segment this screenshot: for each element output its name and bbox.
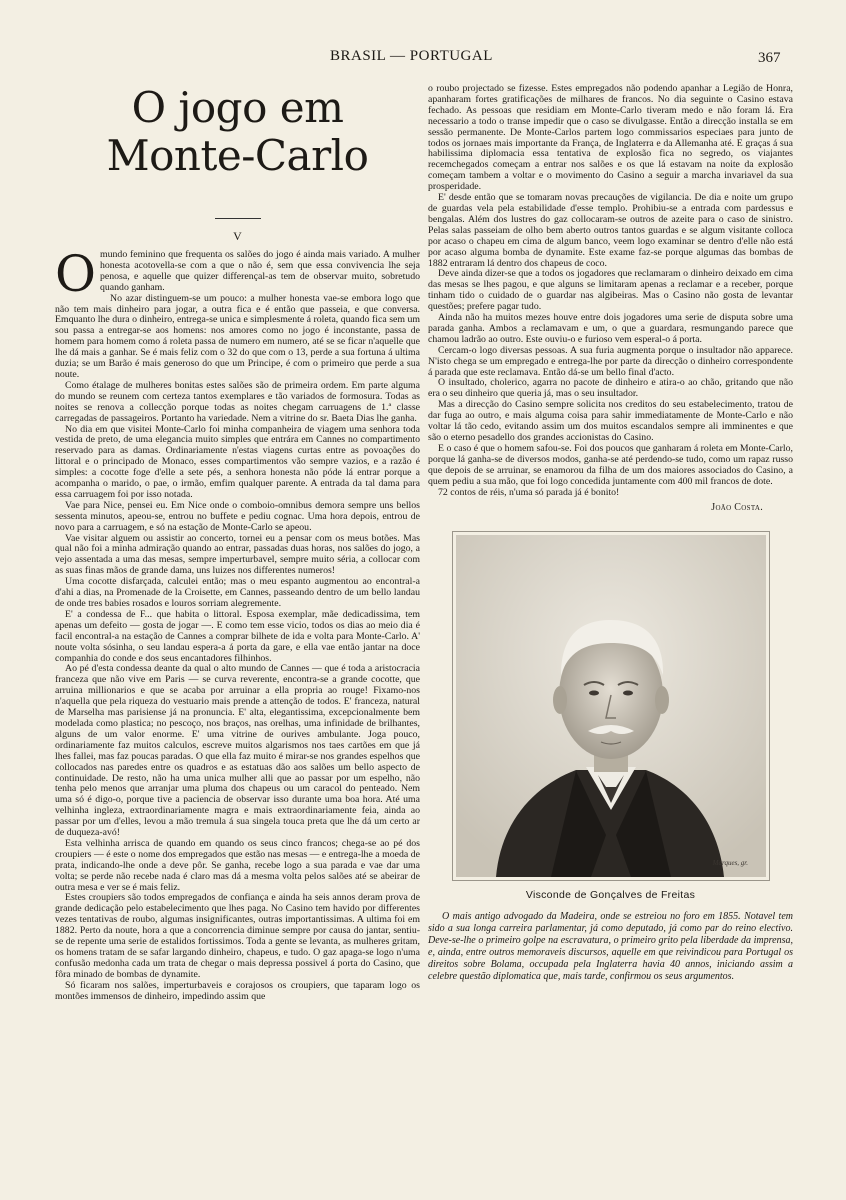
paragraph: E o caso é que o homem safou-se. Foi dos poucos que ganharam á roleta em Monte-Carlo, porque lá ganha-se de diversos modos, ganha-se até perdendo-se tudo, como um rapaz russo que depois de se arruinar, se enamorou da filha de um dos maiores associados do Casino, a quem pediu a sua mão, que foi logo concedida juntamente com 400 mil francos de dote. (428, 442, 793, 487)
article-title: O jogo em Monte-Carlo (106, 83, 369, 180)
paragraph: 72 contos de réis, n'uma só parada já é bonito! (438, 486, 620, 498)
title-rule (215, 218, 261, 219)
paragraph: Cercam-o logo diversas pessoas. A sua furia augmenta porque o insultador não apparece. N'isto chega se um empregado e entrega-lhe por parte da direcção o dinheiro correspondente á parada que este reclamava. Então dá-se um bello final d'acto. (428, 344, 793, 378)
right-body (428, 84, 793, 498)
figure-caption-title: Visconde de Gonçalves de Freitas (525, 889, 696, 902)
running-head (0, 48, 846, 68)
portrait-photo (456, 535, 766, 877)
paragraph: E' a condessa de F... que habita o littoral. Esposa exemplar, mãe dedicadissima, tem apenas um defeito — gosta de jogar —. E como tem esse vicio, todos os dias ao meio dia é facil encontral-a na estação de Cannes a comprar bilhete de ida e volta para Monte-Carlo. A' noute volta sósinha, o seu landau espera-a á porta da gare, e ella vae então jantar na doce companhia do conde e dos seus encantadores filhinhos. (55, 608, 420, 664)
paragraph: Vae para Nice, pensei eu. Em Nice onde o comboio-omnibus demora sempre uns bellos sessenta minutos, apeou-se, entrou no buffete e pediu cognac. Uma hora depois, entrou de novo para a carruagem, e só na estação de Monte-Carlo se apeou. (55, 499, 420, 533)
engraver-mark: Marques, gr. (712, 859, 748, 868)
paragraph: O insultado, cholerico, agarra no pacote de dinheiro e atira-o ao chão, gritando que não era o seu dinheiro que queria já, mas o seu insultador. (428, 377, 793, 400)
right-column (428, 84, 793, 983)
paragraph: o roubo projectado se fizesse. Estes empregados não podendo apanhar a Legião de Honra, apanharam fortes gratificações de milhares de francos. No dia seguinte o Casino estava fechado. As pessoas que residiam em Monte-Carlo tiveram medo e não foram lá. Era necessario a todo o transe impedir que o caso se divulgasse. Então a direcção installa se em sessão permanente. De Monte-Carlos partem logo commissarios especiaes para junto de todos os jornaes mais importante da França, de Inglaterra e da Allemanha até. E graças á sua habilissima diplomacia essa tentativa de explosão fica no segredo, os viajantes recemchegados começam a entrar nos salões e os que lá estavam na noite da explosão começam tambem a voltar e o movimento do Casino a seguir a marcha invariavel da sua prosperidade. (428, 83, 793, 193)
left-body (55, 245, 420, 1003)
figure-caption-text: O mais antigo advogado da Madeira, onde se estreiou no foro em 1855. Notavel tem sido a sua longa carreira parlamentar, já como deputado, já como par do reino electivo. Deve-se-lhe o primeiro golpe na escravatura, o primeiro grito pela liberdade da imprensa, e, ainda, entre outros memoraveis discursos, aquelle em que reivindicou para Portugal os direitos sobre Bolama, occupada pela Inglaterra havia 40 annos, iniciando assim a celebre questão diplomatica que, mais tarde, confirmou os seus argumentos. (428, 911, 793, 983)
paragraph: Mas a direcção do Casino sempre solicita nos creditos do seu estabelecimento, tratou de dar fuga ao outro, e mais alguma coisa para sahir immediatamente de Monte-Carlo e não voltar lá tão cedo, evitando assim um dos muitos escandalos sempre ali imminentes e que são o eterno pesadello dos grandes accionistas do Casino. (428, 399, 793, 443)
paragraph: Como étalage de mulheres bonitas estes salões são de primeira ordem. Em parte alguma do mundo se reunem com certeza tantos exemplares e tão variados de formosura. Todas as noites se renova a collecção porque todas as noites chegam carruagens de 1.ª classe carregadas de passageiros. Portanto ha variedade. Nem a vitrine do sr. Baeta Dias lhe ganha. (55, 379, 420, 424)
portrait-frame (452, 531, 770, 881)
paragraph: Ainda não ha muitos mezes houve entre dois jogadores uma serie de disputa sobre uma parada ganha. Ambos a reclamavam e um, o que a guardara, resmungando parece que chamou ladrão ao outro. Este ouviu-o e furioso vem esperal-o á porta. (428, 312, 793, 345)
paragraph: Esta velhinha arrisca de quando em quando os seus cinco francos; chega-se ao pé dos croupiers — é este o nome dos empregados que estão nas mesas — e entrega-lhe a moeda de prata, indicando-lhe onde a deve pôr. Se ganha, recebe logo a sua parada e vae dar uma volta; se perde não recebe nada é claro mas dá a mesma volta pelos salões até se abeirar de outra mesa e ver se é mais feliz. (55, 837, 420, 893)
section-title: BRASIL — PORTUGAL (330, 48, 493, 64)
paragraph: Vae visitar alguem ou assistir ao concerto, tornei eu a pensar com os meus botões. Mas qual não foi a minha admiração quando ao entrar, passadas duas horas, nos salões do jogo, a vejo assentada a uma das mesas, sempre imperturbavel, sempre muito séria, a collocar com as suas finas mãos de grande dama, uns luizes nos differentes numeros! (55, 532, 420, 577)
paragraph: Ao pé d'esta condessa deante da qual o alto mundo de Cannes — que é toda a aristocracia franceza que não vive em Paris — se curva reverente, encontra-se a grande cocotte, que arruina millionarios e que se acaba por arruinar a ella propria ao rouge! Fixamo-nos n'aquella que pela riqueza do vestuario mais prende a attenção de todos. E' franceza, natural de Marselha mas parisiense já na pronuncia. E' alta, elegantissima, excepcionalmente bem modelada como plastica; no pescoço, nos braços, nas orelhas, uma infinidade de brilhantes, alguns de um valor enorme. E' uma vitrine de ourives ambulante. Joga pouco, ordinariamente faz muitos calculos, escreve muitos algarismos nos taes cartões em que já lhes fallei, mas faz poucas paradas. O que ella faz muito é mirar-se nos grandes espelhos que collocados nas paredes entre os quadros e as estatuas dão aos salões um bello aspecto de continuidade. De resto, não ha uma unica mulher alli que ao passar por um espelho, não tenha pelo menos que arranjar uma pluma dos chapeus ou um caracol do penteado. Nem uma só é digo-o, porque tive a paciencia de observar isso durante uma boa hora. Até uma velhinha ingleza, extraordinariamente magra e mais extraordinariamente feia, ainda ao passar por um d'elles, levou a mão tremula á sua singela touca preta que lhe dá um certo ar de duqueza-avó! (55, 663, 420, 839)
paragraph: Deve ainda dizer-se que a todos os jogadores que reclamaram o dinheiro deixado em cima das mesas se lhes pagou, e que alguns se limitaram apenas a reclamar e a receber, porque tinham tido o cuidado de o guardar nas algibeiras. Mas o Casino não gosta de levantar questões; prefere pagar tudo. (428, 268, 793, 313)
paragraph: No dia em que visitei Monte-Carlo foi minha companheira de viagem uma senhora toda vestida de preto, de uma elegancia muito simples que entrára em Cannes no compartimento reservado para as damas. Ordinariamente n'estas viagens curtas entre as povoações do littoral e o principado de Monaco, esses compartimentos vão sempre vazios, e a razão é simples: a cocotte foge d'elle a sete pés, a senhora honesta não póde lá entrar porque a acompanha o marido, o pae, o irmão, emfim qualquer parente. A entrada da tal dama para essa carruagem foi por isso notada. (55, 423, 420, 500)
left-column (55, 84, 420, 1003)
paragraph: No azar distinguem-se um pouco: a mulher honesta vae-se embora logo que não tem mais dinheiro para jogar, a outra fica e é então que passeia, e que conversa. Emquanto lhe dura o dinheiro, entrega-se unica e simplesmente á roleta, quando fica sem um sou passa a entregar-se aos homens: nos amores como no jogo é inconstante, passa de homem para homem como á roleta passa de numero em numero, até se se ficar n'aquelle que lhe dá mais a ganhar. Se é mais feliz com o 32 do que com o 13, perde a sua fortuna á ultima duzia; se um Barão é mais generoso do que um Principe, é com o primeiro que perde a sua noute. (55, 292, 420, 380)
portrait-illustration (456, 535, 766, 877)
paragraph: E' desde então que se tomaram novas precauções de vigilancia. De dia e noite um grupo de guardas vela pela estabilidade d'esse templo. Prohibiu-se a entrada com pardessus e bengalas. Além dos lustres do gaz collocaram-se outros de azeite para o caso de sinistro. Pelas salas passeiam de olho bem aberto outros tantos guardas e se algum visitante colloca por acaso o chapeu em cima de algum banco, veem logo examinar se dentro d'elle não está por acaso alguma bomba de dynamite. Este exame faz-se porque algumas das bombas de 1882 entraram lá dentro dos chapeus de coco. (428, 192, 793, 269)
drop-cap: O (55, 245, 96, 303)
author-signature: João Costa. (711, 502, 763, 514)
paragraph: Uma cocotte disfarçada, calculei então; mas o meu espanto augmentou ao encontral-a d'ahi a dias, na Promenade de la Croisette, em Cannes, passeando dentro de um bello landau de onde tres babies rosados e louros sorriam alegremente. (55, 576, 420, 609)
paragraph: Omundo feminino que frequenta os salões do jogo é ainda mais variado. A mulher honesta acotovella-se com a que o não é, sem que essa convivencia lhe seja penosa, e aquelle que quizer differençal-as tem de observar muito, sobretudo quando ganham. (55, 245, 420, 303)
page-number: 367 (758, 50, 781, 66)
chapter-number: V (233, 229, 242, 243)
paragraph: Estes croupiers são todos empregados de confiança e ainda ha seis annos deram prova de grande dedicação pelo estabelecimento que lhes paga. No Casino tem havido por differentes vezes tentativas de roubo, algumas insignificantes, outras importantissimas. A ultima foi em 1882. Perto da noute, hora a que a concorrencia diminue sempre por causa do jantar, sentiu-se de repente uma serie de estalidos fortissimos. Toda a gente se levanta, as mulheres gritam, os homens tratam de se safar largando dinheiro, chapeus, e tudo. O gaz apaga-se logo n'uma confusão medonha cada um trata de chegar o mais depressa possivel á porta do Casino, que fôra minado de bombas de dynamite. (55, 892, 420, 980)
paragraph: Só ficaram nos salões, imperturbaveis e corajosos os croupiers, que taparam logo os montões immensos de dinheiro, impedindo assim que (55, 979, 420, 1002)
